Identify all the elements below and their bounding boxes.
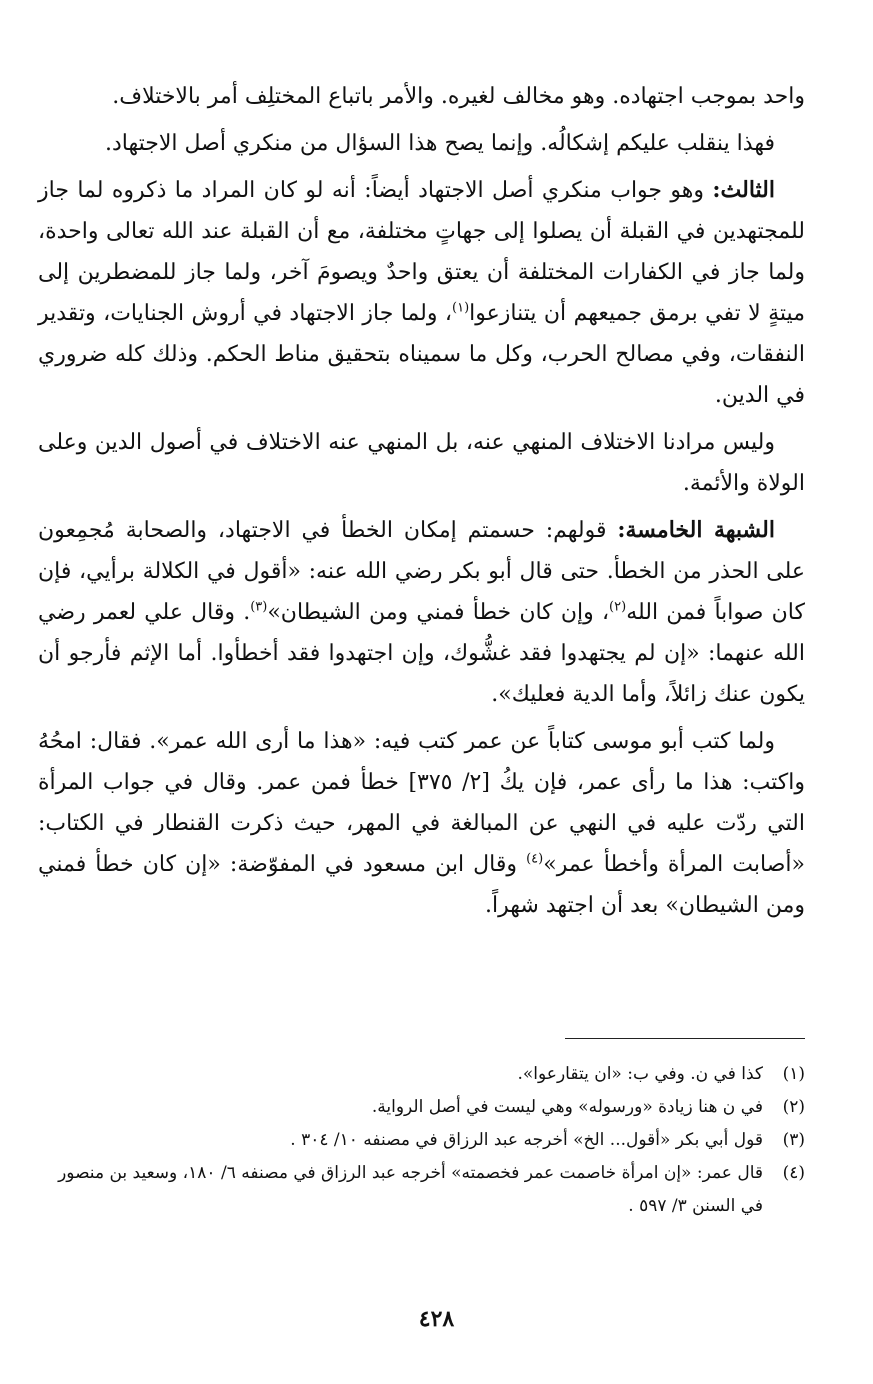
paragraph-6-text-a: ولما كتب أبو موسى كتاباً عن عمر كتب فيه: «هذا ما أرى الله عمر». فقال: امحُهُ واكتب: هذا ما رأى عمر، فإن يكُ [٢/ ٣٧٥] خطأ فمن عمر. وقال في جواب المرأة التي ردّت عليه في النهي عن المبالغة في المهر، حيث ذكرت القنطار في الكتاب: «أصابت المرأة وأخطأ عمر»: [38, 729, 805, 877]
footnote-4: [38, 1157, 805, 1223]
footnote-ref-3[interactable]: (٣): [250, 599, 268, 615]
page-body: [38, 76, 805, 932]
footnote-number: (١): [782, 1064, 805, 1084]
footnotes: [38, 1058, 805, 1223]
footnote-text: قال عمر: «إن امرأة خاصمت عمر فخصمته» أخرجه عبد الرزاق في مصنفه ٦/ ١٨٠، وسعيد بن منصور في السنن ٣/ ٥٩٧ .: [58, 1163, 763, 1216]
paragraph-3-lead: الثالث:: [712, 177, 775, 203]
footnote-ref-2[interactable]: (٢): [609, 599, 627, 615]
footnote-ref-4[interactable]: (٤): [526, 851, 544, 867]
paragraph-3-text-b: ، ولما جاز الاجتهاد في أروش الجنايات، وتقدير النفقات، وفي مصالح الحرب، وكل ما سميناه بتحقيق مناط الحكم. وذلك كله ضروري في الدين.: [38, 301, 805, 408]
footnote-number: (٣): [782, 1130, 805, 1150]
footnote-text: كذا في ن. وفي ب: «ان يتقارعوا».: [517, 1064, 763, 1084]
paragraph-4-text: وليس مرادنا الاختلاف المنهي عنه، بل المنهي عنه الاختلاف في أصول الدين وعلى الولاة والأئمة.: [38, 430, 805, 496]
footnote-number: (٢): [782, 1097, 805, 1117]
footnote-ref-1[interactable]: (١): [452, 300, 470, 316]
footnote-3: [38, 1124, 805, 1157]
paragraph-3: [38, 170, 805, 416]
paragraph-5-text-b: ، وإن كان خطأ فمني ومن الشيطان»: [267, 600, 610, 625]
footnote-text: قول أبي بكر «أقول... الخ» أخرجه عبد الرزاق في مصنفه ١٠/ ٣٠٤ .: [290, 1130, 763, 1150]
paragraph-2: [38, 123, 805, 164]
footnote-1: [38, 1058, 805, 1091]
paragraph-6-text-b: وقال ابن مسعود في المفوّضة: «إن كان خطأ فمني ومن الشيطان» بعد أن اجتهد شهراً.: [38, 852, 805, 918]
footnote-separator: [565, 1038, 805, 1039]
paragraph-2-text: فهذا ينقلب عليكم إشكالُه. وإنما يصح هذا السؤال من منكري أصل الاجتهاد.: [104, 131, 775, 156]
footnote-2: [38, 1091, 805, 1124]
paragraph-1-text: واحد بموجب اجتهاده. وهو مخالف لغيره. والأمر باتباع المختلِف أمر بالاختلاف.: [112, 84, 805, 109]
footnote-number: (٤): [782, 1163, 805, 1183]
paragraph-3-text-a: وهو جواب منكري أصل الاجتهاد أيضاً: أنه لو كان المراد ما ذكروه لما جاز للمجتهدين في القبلة أن يصلوا إلى جهاتٍ مختلفة، مع أن القبلة عند الله تعالى واحدة، ولما جاز في الكفارات المختلفة أن يعتق واحدٌ ويصومَ آخر، ولما جاز للمضطرين إلى ميتةٍ لا تفي برمق جميعهم أن يتنازعوا: [38, 178, 805, 326]
paragraph-4: [38, 422, 805, 504]
paragraph-5-text-c: . وقال علي لعمر رضي الله عنهما: «إن لم يجتهدوا فقد غشُّوك، وإن اجتهدوا فقد أخطأوا. أما الإثم فأرجو أن يكون عنك زائلاً، وأما الدية فعليك».: [38, 600, 805, 707]
footnote-text: في ن هنا زيادة «ورسوله» وهي ليست في أصل الرواية.: [371, 1097, 763, 1117]
page-number: ٤٢٨: [418, 1306, 455, 1332]
paragraph-1: [38, 76, 805, 117]
paragraph-5-lead: الشبهة الخامسة:: [617, 517, 775, 543]
paragraph-5-text-a: قولهم: حسمتم إمكان الخطأ في الاجتهاد، والصحابة مُجمِعون على الحذر من الخطأ. حتى قال أبو بكر رضي الله عنه: «أقول في الكلالة برأيي، فإن كان صواباً فمن الله: [38, 518, 805, 625]
paragraph-5: [38, 510, 805, 715]
paragraph-6: [38, 721, 805, 926]
